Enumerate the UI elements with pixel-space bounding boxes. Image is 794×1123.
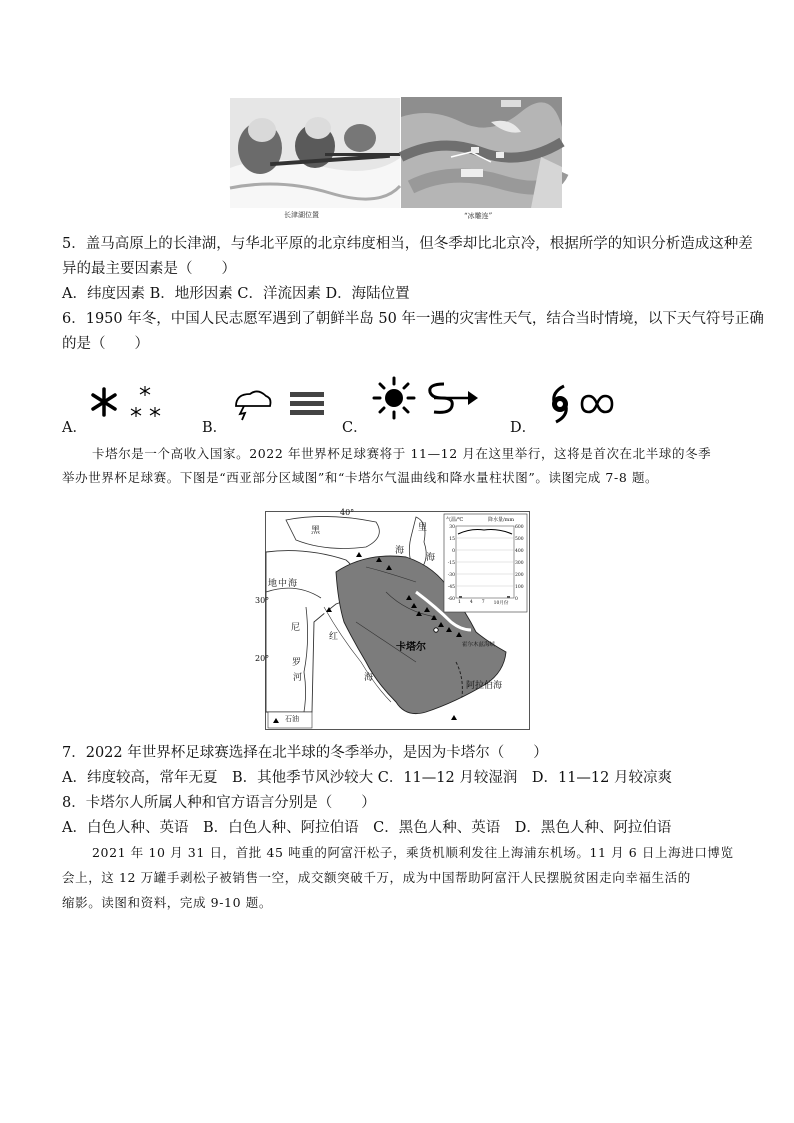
q6-option-d-label: D．	[510, 420, 537, 436]
climate-temp-tick: -45	[447, 585, 455, 590]
map-nile-1: 尼	[291, 623, 301, 633]
q8-line1: 8．卡塔尔人所属人种和官方语言分别是（ ）	[62, 795, 376, 811]
climate-month-tick: 10月份	[493, 601, 509, 606]
map-lat40: 40°	[340, 508, 355, 517]
terrain-map-photo	[401, 97, 562, 208]
map-arabian-sea: 阿拉伯海	[466, 681, 503, 691]
map-red-sea-2: 海	[364, 673, 374, 683]
climate-temp-label: 气温/℃	[446, 517, 464, 523]
photo-right-caption: “冰雕连”	[464, 212, 493, 220]
climate-temp-tick: -60	[447, 597, 455, 602]
climate-month-tick: 4	[469, 600, 473, 605]
climate-temp-tick: 30	[449, 525, 455, 530]
map-strait: 霍尔木兹海峡	[462, 642, 496, 648]
q7-line1: 7．2022 年世界杯足球赛选择在北半球的冬季举办，是因为卡塔尔（ ）	[62, 745, 548, 761]
climate-month-tick: 7	[481, 600, 485, 605]
map-qatar: 卡塔尔	[396, 642, 426, 653]
climate-temp-tick: -30	[447, 573, 455, 578]
map-mediterranean-2: 中	[278, 579, 288, 589]
soldiers-photo	[230, 98, 400, 208]
climate-precip-tick: 0	[515, 597, 518, 602]
climate-precip-tick: 200	[515, 573, 524, 578]
climate-temp-tick: 0	[452, 549, 455, 554]
sun-wind-icon	[372, 374, 482, 426]
map-black-sea-2: 海	[395, 546, 405, 556]
typhoon-haze-icon	[544, 382, 614, 428]
map-lat30: 30°	[255, 596, 270, 605]
passage2-line1: 2021 年 10 月 31 日，首批 45 吨重的阿富汗松子，乘货机顺利发往上海浦东机场。11 月 6 日上海进口博览	[92, 845, 734, 860]
passage2-line2: 会上，这 12 万罐手剥松子被销售一空，成交额突破千万，成为中国帮助阿富汗人民摆脱贫困走向幸福生活的	[62, 870, 691, 885]
q7-options: A．纬度较高，常年无夏 B．其他季节风沙较大 C．11—12 月较湿润 D．11—12 月较凉爽	[62, 770, 672, 786]
map-li: 里	[418, 523, 428, 533]
q6-line1: 6．1950 年冬，中国人民志愿军遇到了朝鲜半岛 50 年一遇的灾害性天气，结合当时情境，以下天气符号正确	[62, 311, 764, 327]
snow-symbols-icon	[88, 383, 168, 429]
map-li-hai: 海	[426, 553, 436, 563]
map-nile-2: 罗	[292, 658, 302, 668]
climate-temp-tick: 15	[449, 537, 455, 542]
climate-precip-tick: 100	[515, 585, 524, 590]
map-mediterranean-3: 海	[288, 579, 298, 589]
climate-precip-ticks	[515, 522, 524, 606]
map-lat20: 20°	[255, 654, 270, 663]
climate-month-ticks	[458, 600, 508, 606]
q6-option-c-label: C．	[342, 420, 368, 436]
climate-month-tick: 1	[458, 600, 461, 605]
q5-line1: 5．盖马高原上的长津湖，与华北平原的北京纬度相当，但冬季却比北京冷，根据所学的知识分析造成这种差	[62, 236, 753, 252]
q6-line2: 的是（ ）	[62, 336, 149, 352]
climate-precip-label: 降水量/mm	[488, 517, 515, 523]
q6-option-a-label: A．	[62, 420, 87, 436]
photo-left-caption: 长津湖位置	[284, 211, 319, 219]
climate-temp-ticks	[446, 522, 455, 606]
q5-line2: 异的最主要因素是（ ）	[62, 261, 236, 277]
climate-precip-tick: 600	[515, 525, 524, 530]
map-black-sea-1: 黑	[311, 526, 321, 536]
west-asia-map	[255, 508, 530, 730]
climate-precip-tick: 500	[515, 537, 524, 542]
passage1-line2: 举办世界杯足球赛。下图是“西亚部分区域图”和“卡塔尔气温曲线和降水量柱状图”。读图完成 7-8 题。	[62, 470, 659, 485]
map-nile-3: 河	[293, 673, 303, 683]
climate-precip-tick: 300	[515, 561, 524, 566]
passage1-line1: 卡塔尔是一个高收入国家。2022 年世界杯足球赛将于 11—12 月在这里举行，这将是首次在北半球的冬季	[92, 446, 712, 461]
map-oil-legend: 石油	[285, 715, 299, 723]
map-red-sea-1: 红	[329, 632, 339, 642]
map-mediterranean-1: 地	[268, 579, 278, 589]
q8-options: A．白色人种、英语 B．白色人种、阿拉伯语 C．黑色人种、英语 D．黑色人种、阿拉伯语	[62, 820, 672, 836]
passage2-line3: 缩影。读图和资料，完成 9-10 题。	[62, 895, 272, 910]
climate-precip-tick: 400	[515, 549, 524, 554]
q5-options: A．纬度因素 B．地形因素 C．洋流因素 D．海陆位置	[62, 286, 410, 302]
q6-option-b-label: B．	[202, 420, 228, 436]
thunderstorm-fog-icon	[230, 386, 330, 426]
climate-temp-tick: -15	[447, 561, 455, 566]
